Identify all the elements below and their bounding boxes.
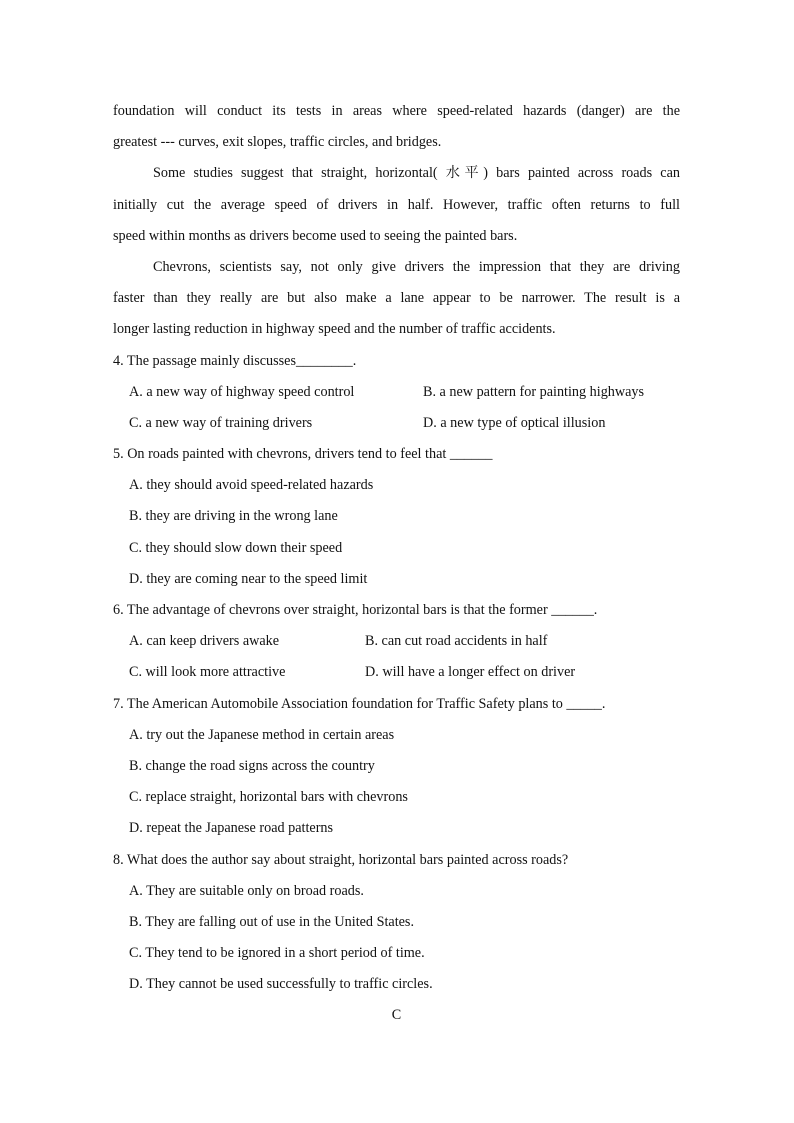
text-line: speed within months as drivers become used to seeing the painted bars. [113, 227, 518, 244]
option-c: C. replace straight, horizontal bars with chevrons [129, 789, 408, 806]
text-line: initially cut the average speed of drivers in half. However, traffic often returns to full [113, 196, 680, 213]
option-d: D. a new type of optical illusion [423, 414, 606, 431]
text-line: foundation will conduct its tests in areas where speed-related hazards (danger) are the [113, 103, 680, 119]
text-line: longer lasting reduction in highway speed and the number of traffic accidents. [113, 321, 556, 338]
option-a: A. they should avoid speed-related hazards [129, 477, 374, 494]
section-label: C [391, 1007, 402, 1024]
passage-paragraph-2 [113, 158, 680, 252]
question-6 [113, 595, 680, 689]
document-page [113, 96, 680, 1032]
option-b: B. They are falling out of use in the United States. [129, 913, 415, 930]
option-c: C. They tend to be ignored in a short period of time. [129, 945, 425, 962]
option-b: B. they are driving in the wrong lane [129, 508, 338, 525]
option-row [113, 408, 680, 439]
option-row [113, 657, 680, 688]
passage-paragraph-3 [113, 252, 680, 346]
question-stem: 6. The advantage of chevrons over straight, horizontal bars is that the former ______. [113, 602, 598, 618]
option-b: B. can cut road accidents in half [365, 633, 548, 650]
text-line: Some studies suggest that straight, horizontal( 水平) bars painted across roads can [153, 165, 680, 182]
passage-paragraph-1 [113, 96, 680, 158]
option-b: B. change the road signs across the country [129, 757, 375, 774]
question-5 [113, 439, 680, 595]
question-stem: 5. On roads painted with chevrons, drivers tend to feel that ______ [113, 446, 493, 463]
option-d: D. They cannot be used successfully to traffic circles. [129, 976, 433, 993]
option-d: D. they are coming near to the speed limit [129, 570, 368, 587]
question-4 [113, 346, 680, 440]
option-a: A. a new way of highway speed control [129, 383, 355, 400]
text-line: Chevrons, scientists say, not only give drivers the impression that they are driving [153, 258, 680, 275]
question-stem: 7. The American Automobile Association foundation for Traffic Safety plans to _____. [113, 695, 606, 712]
option-d: D. will have a longer effect on driver [365, 664, 576, 681]
option-c: C. will look more attractive [129, 664, 286, 681]
option-d: D. repeat the Japanese road patterns [129, 820, 334, 837]
option-b: B. a new pattern for painting highways [423, 383, 645, 400]
question-stem: 4. The passage mainly discusses________. [113, 352, 357, 369]
option-a: A. try out the Japanese method in certain areas [129, 726, 395, 743]
question-8 [113, 845, 680, 1001]
option-row [113, 377, 680, 408]
option-c: C. they should slow down their speed [129, 539, 343, 556]
option-row [113, 626, 680, 657]
text-line: faster than they really are but also make a lane appear to be narrower. The result is a [113, 290, 680, 307]
option-a: A. can keep drivers awake [129, 633, 280, 650]
option-c: C. a new way of training drivers [129, 414, 313, 431]
text-line: greatest --- curves, exit slopes, traffic circles, and bridges. [113, 134, 442, 151]
option-a: A. They are suitable only on broad roads. [129, 882, 364, 899]
question-7 [113, 689, 680, 845]
question-stem: 8. What does the author say about straight, horizontal bars painted across roads? [113, 851, 569, 868]
